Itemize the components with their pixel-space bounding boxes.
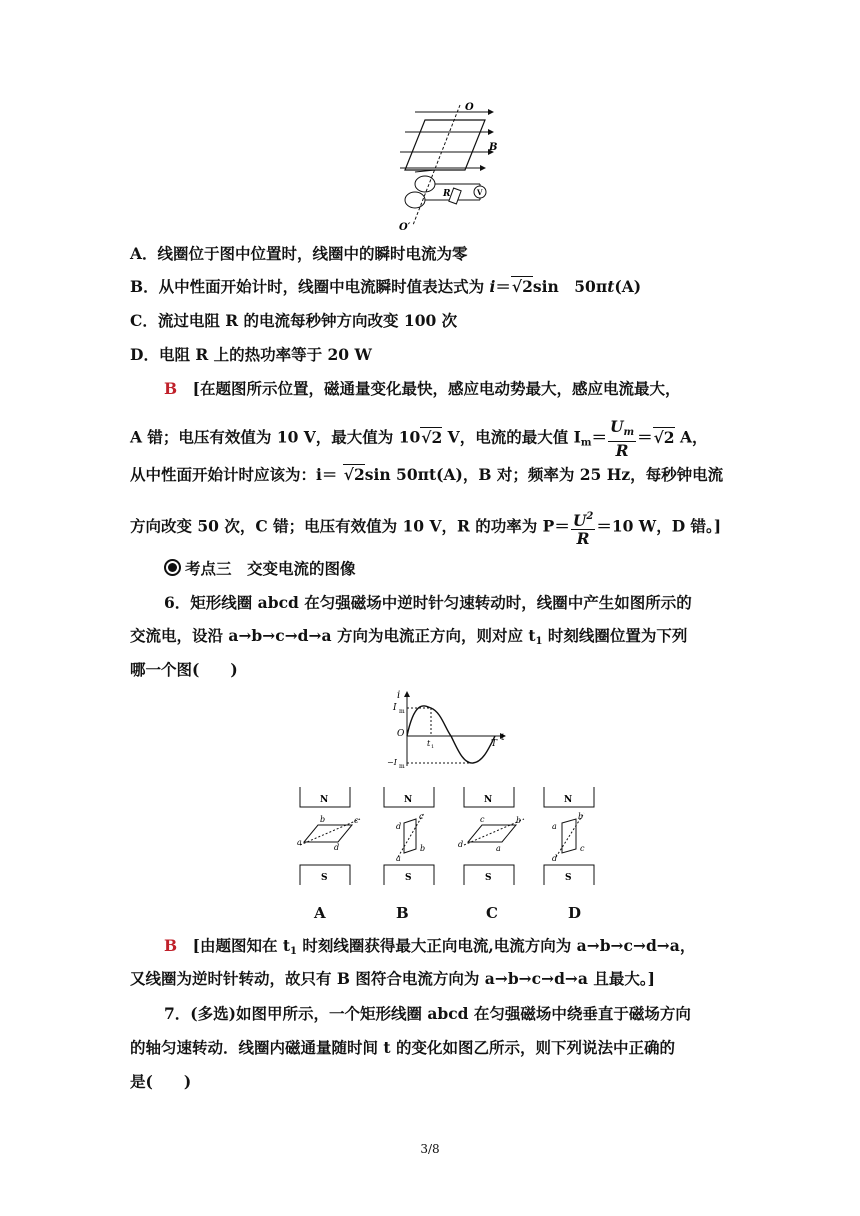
answer6-text1b: 时刻线圈获得最大正向电流,电流方向为 a→b→c→d→a， xyxy=(296,936,696,955)
answer5-text2a: A 错；电压有效值为 10 V，最大值为 10 xyxy=(130,427,421,447)
panel-a-label-d: d xyxy=(334,843,340,852)
panel-b-s: S xyxy=(405,873,412,883)
answer5-text2b: V，电流的最大值 I xyxy=(442,427,581,447)
panel-a-label-c: c xyxy=(354,816,359,825)
generator-figure xyxy=(385,100,515,235)
answer5-line1 xyxy=(164,379,680,399)
panel-a-s: S xyxy=(321,873,328,883)
answer5-eq1: ＝ xyxy=(591,427,607,447)
q6-text2: 交流电，设沿 a→b→c→d→a 方向为电流正方向，则对应 t xyxy=(130,626,536,645)
answer5-text2e: A， xyxy=(674,427,708,447)
page-number: 3/8 xyxy=(420,1142,440,1156)
frac2-den: R xyxy=(576,529,590,548)
option-b-text: B．从中性面开始计时，线圈中电流瞬时值表达式为 xyxy=(130,277,490,296)
option-b-eq: ＝ xyxy=(495,277,511,296)
option-c: C．流过电阻 R 的电流每秒钟方向改变 100 次 xyxy=(130,311,458,330)
panel-b-label-d: d xyxy=(396,822,402,831)
panel-b-label-b: b xyxy=(420,844,426,853)
section-heading xyxy=(164,557,356,579)
bullet-icon xyxy=(164,559,181,576)
option-b xyxy=(130,277,641,297)
graph-t1-label: t xyxy=(427,739,431,748)
panel-c-label-c: c xyxy=(480,815,485,824)
answer5-root1: √ 2 xyxy=(420,427,442,447)
answer6-text1: [由题图知在 t xyxy=(192,936,291,955)
answer5-eq2: ＝ xyxy=(637,427,653,447)
frac1-num-sub: m xyxy=(623,427,635,438)
answer6-letter: B xyxy=(164,936,178,955)
frac1-den: R xyxy=(615,441,629,460)
choice-label-c: C xyxy=(486,904,498,922)
answer5-text4b: ＝10 W，D 错。] xyxy=(596,516,722,536)
answer5-sub: m xyxy=(580,437,592,449)
panel-b-label-a: a xyxy=(396,854,401,863)
panel-d-label-b: b xyxy=(578,812,584,821)
current-fraction xyxy=(608,418,636,459)
answer5-root3: √ 2 xyxy=(343,464,365,484)
graph-i-label: i xyxy=(397,690,401,701)
graph-t1-sub: 1 xyxy=(431,744,435,750)
q6-line3: 哪一个图( ) xyxy=(130,660,238,679)
panel-c-label-a: a xyxy=(496,844,501,853)
answer5-line4 xyxy=(130,508,721,547)
graph-t-label: t xyxy=(501,733,505,743)
answer5-line2 xyxy=(130,418,708,459)
panel-d-label-a: a xyxy=(552,822,557,831)
panel-a-label-b: b xyxy=(320,815,326,824)
answer5-text3a: 从中性面开始计时应该为：i＝ xyxy=(130,465,343,484)
graph-negim-sub: m xyxy=(399,763,405,770)
graph-T-label: T xyxy=(491,739,498,749)
axis-o-label: O xyxy=(465,102,474,113)
option-a: A．线圈位于图中位置时，线圈中的瞬时电流为零 xyxy=(130,244,468,263)
answer5-root2: √ 2 xyxy=(653,427,675,447)
graph-im-label: I xyxy=(393,703,397,713)
answer5-letter: B xyxy=(164,379,178,398)
graph-negim-label: −I xyxy=(387,758,397,767)
answer6-sub: 1 xyxy=(290,946,297,957)
option-b-rest: sin 50π xyxy=(532,277,608,296)
field-b-label: B xyxy=(489,142,498,153)
panel-c xyxy=(458,787,524,885)
q6-line1: 6．矩形线圈 abcd 在匀强磁场中逆时针匀速转动时，线圈中产生如图所示的 xyxy=(164,593,692,612)
q7-line2: 的轴匀速转动．线圈内磁通量随时间 t 的变化如图乙所示，则下列说法中正确的 xyxy=(130,1038,675,1057)
panel-d xyxy=(544,787,594,885)
panel-b xyxy=(384,787,434,885)
panel-a xyxy=(297,787,360,885)
frac2-num: U xyxy=(572,511,587,530)
answer5-text4a: 方向改变 50 次，C 错；电压有效值为 10 V，R 的功率为 P＝ xyxy=(130,516,570,536)
q6-sub: 1 xyxy=(535,636,543,647)
panel-d-n: N xyxy=(564,795,573,805)
panel-c-label-d: d xyxy=(458,840,464,849)
panel-c-label-b: b xyxy=(516,816,522,825)
q6-text2b: 时刻线圈位置为下列 xyxy=(542,626,688,645)
section-title: 考点三 交变电流的图像 xyxy=(185,559,356,578)
q7-line3: 是( ) xyxy=(130,1072,192,1091)
panel-a-label-a: a xyxy=(297,838,302,847)
choice-panels xyxy=(290,785,610,887)
option-b-root: √ 2 xyxy=(511,276,533,296)
option-b-var: i xyxy=(489,277,496,296)
option-d: D．电阻 R 上的热功率等于 20 W xyxy=(130,345,372,364)
axis-oprime-label: O′ xyxy=(399,222,411,233)
panel-d-label-c: c xyxy=(580,844,585,853)
current-graph xyxy=(385,688,510,770)
answer5-text1: [在题图所示位置，磁通量变化最快，感应电动势最大，感应电流最大， xyxy=(192,379,681,398)
answer6-line2: 又线圈为逆时针转动，故只有 B 图符合电流方向为 a→b→c→d→a 且最大。] xyxy=(130,969,655,988)
power-fraction xyxy=(571,508,596,547)
panel-b-n: N xyxy=(404,795,413,805)
choice-label-d: D xyxy=(568,904,582,922)
panel-c-s: S xyxy=(485,873,492,883)
answer5-text3b: sin 50πt(A)，B 对；频率为 25 Hz，每秒钟电流 xyxy=(364,465,724,484)
resistor-label: R xyxy=(443,189,451,199)
q6-line2 xyxy=(130,626,687,652)
panel-d-label-d: d xyxy=(552,854,558,863)
panel-b-label-c: c xyxy=(419,812,424,821)
panel-a-n: N xyxy=(320,795,329,805)
graph-origin-label: O xyxy=(397,729,405,739)
frac2-sup: 2 xyxy=(586,511,594,522)
answer6-line1 xyxy=(164,936,695,962)
answer5-line3 xyxy=(130,465,723,485)
choice-label-b: B xyxy=(396,904,409,922)
q7-line1: 7．(多选)如图甲所示，一个矩形线圈 abcd 在匀强磁场中绕垂直于磁场方向 xyxy=(164,1004,691,1023)
frac1-num: U xyxy=(609,417,624,436)
graph-im-sub: m xyxy=(399,708,405,715)
voltmeter-label: V xyxy=(477,188,483,197)
option-b-t: t xyxy=(607,277,615,296)
choice-label-a: A xyxy=(314,904,326,922)
option-b-unit: (A) xyxy=(614,277,642,296)
panel-d-s: S xyxy=(565,873,572,883)
panel-c-n: N xyxy=(484,795,493,805)
